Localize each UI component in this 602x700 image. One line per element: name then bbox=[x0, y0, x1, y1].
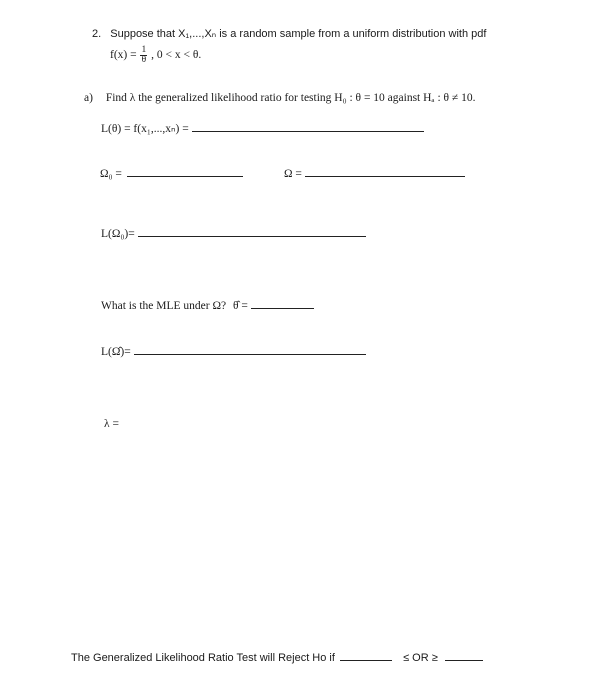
omega-answer-blank[interactable] bbox=[305, 175, 465, 177]
lambda-label: λ = bbox=[104, 418, 119, 430]
l-omega0-label: L(Ω₀)= bbox=[101, 228, 135, 240]
reject-lower-blank[interactable] bbox=[340, 659, 392, 661]
omega0-answer-blank[interactable] bbox=[127, 175, 243, 177]
pdf-denominator: θ bbox=[141, 55, 147, 65]
problem-statement bbox=[92, 27, 486, 40]
part-a-line bbox=[84, 92, 475, 104]
conclusion-line bbox=[71, 652, 483, 664]
l-omega-hat-label: L(Ω̂)= bbox=[101, 346, 131, 358]
reject-upper-blank[interactable] bbox=[445, 659, 483, 661]
l-omega0-line bbox=[101, 228, 366, 240]
l-omega-hat-answer-blank[interactable] bbox=[134, 353, 366, 355]
leq-or-geq-text: ≤ OR ≥ bbox=[403, 652, 438, 664]
mle-question: What is the MLE under Ω? bbox=[101, 300, 227, 312]
omega-label: Ω = bbox=[284, 168, 302, 180]
mle-line bbox=[101, 300, 314, 312]
likelihood-line bbox=[101, 121, 424, 135]
l-omega0-answer-blank[interactable] bbox=[138, 235, 366, 237]
theta-hat-label: θ̂ = bbox=[232, 300, 248, 312]
theta-hat-answer-blank[interactable] bbox=[251, 307, 314, 309]
l-omega-hat-line bbox=[101, 346, 366, 358]
likelihood-answer-blank[interactable] bbox=[192, 130, 424, 132]
omega-line bbox=[284, 168, 465, 180]
part-a-label: a) bbox=[84, 92, 93, 104]
pdf-domain: , 0 < x < θ. bbox=[151, 49, 202, 62]
omega0-label: Ω₀ = bbox=[100, 168, 122, 180]
pdf-formula bbox=[110, 46, 201, 65]
pdf-lhs: f(x) = bbox=[110, 49, 137, 62]
conclusion-text: The Generalized Likelihood Ratio Test will Reject Ho if bbox=[71, 652, 335, 664]
part-a-text: Find λ the generalized likelihood ratio for testing H₀ : θ = 10 against Hₐ : θ ≠ 10. bbox=[105, 92, 476, 104]
omega0-line bbox=[100, 168, 243, 180]
pdf-fraction bbox=[140, 46, 147, 65]
likelihood-label: L(θ) = f(x₁,...,xₙ) = bbox=[101, 123, 189, 135]
problem-number: 2. bbox=[92, 28, 102, 40]
lambda-line bbox=[104, 418, 119, 430]
problem-intro-text: Suppose that X₁,...,Xₙ is a random sample from a uniform distribution with pdf bbox=[110, 28, 487, 40]
pdf-numerator: 1 bbox=[141, 45, 147, 55]
